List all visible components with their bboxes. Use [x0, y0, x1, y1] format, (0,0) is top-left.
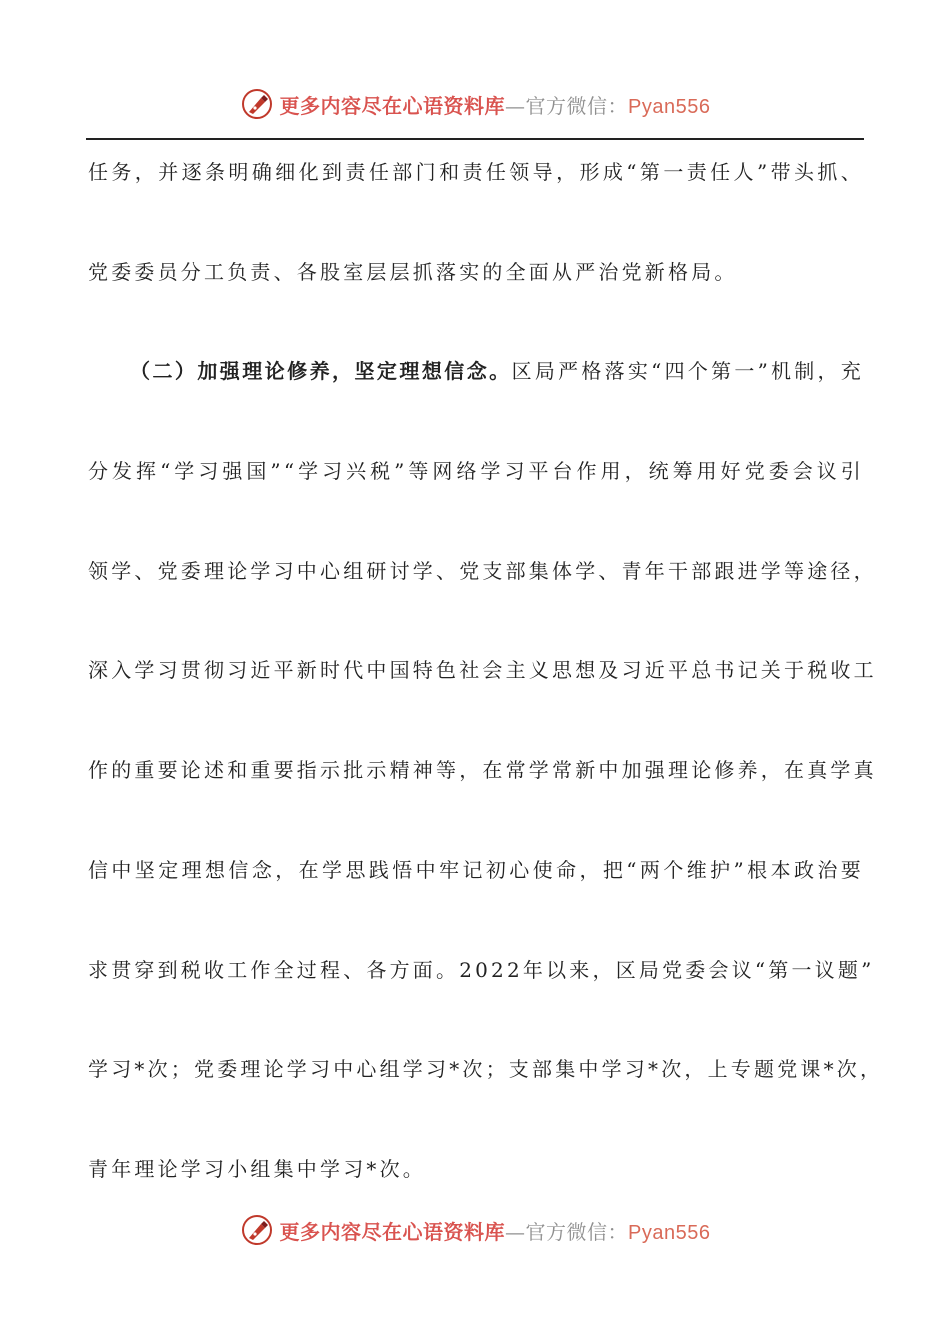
text-line: 深入学习贯彻习近平新时代中国特色社会主义思想及习近平总书记关于税收工 [88, 658, 877, 683]
watermark-site: 更多内容尽在心语资料库 [279, 1219, 506, 1244]
watermark-banner-bottom [0, 1210, 950, 1250]
text-line: 学习*次；党委理论学习中心组学习*次；支部集中学习*次，上专题党课*次， [88, 1057, 884, 1082]
text-line: 青年理论学习小组集中学习*次。 [88, 1156, 426, 1181]
text-line: 求贯穿到税收工作全过程、各方面。2022年以来，区局党委会议“第一议题” [88, 957, 875, 982]
watermark-wechat-id: Pyan556 [628, 95, 711, 118]
section-heading: （二）加强理论修养，坚定理想信念。 [130, 359, 512, 384]
watermark-label: —官方微信： [505, 1219, 629, 1244]
watermark-wechat-id: Pyan556 [628, 1221, 711, 1244]
pen-nib-seal-icon [240, 1213, 274, 1247]
header-rule [86, 138, 864, 140]
section-heading-line [88, 347, 864, 447]
text-line: 领学、党委理论学习中心组研讨学、党支部集体学、青年干部跟进学等途径， [88, 558, 877, 583]
watermark-text [280, 90, 711, 119]
text-line: 党委委员分工负责、各股室层层抓落实的全面从严治党新格局。 [88, 259, 738, 284]
watermark-label: —官方微信： [505, 93, 629, 118]
watermark-site: 更多内容尽在心语资料库 [279, 93, 506, 118]
document-body [88, 148, 884, 1245]
pen-nib-seal-icon [240, 87, 274, 121]
text-line: 信中坚定理想信念，在学思践悟中牢记初心使命，把“两个维护”根本政治要 [88, 857, 864, 882]
text-line: 分发挥“学习强国”“学习兴税”等网络学习平台作用，统筹用好党委会议引 [88, 459, 864, 484]
section-heading-rest: 区局严格落实“四个第一”机制，充 [511, 359, 864, 384]
watermark-text [280, 1216, 711, 1245]
text-line: 作的重要论述和重要指示批示精神等，在常学常新中加强理论修养，在真学真 [88, 758, 877, 783]
watermark-banner-top [0, 84, 950, 124]
text-line: 任务，并逐条明确细化到责任部门和责任领导，形成“第一责任人”带头抓、 [88, 160, 864, 184]
